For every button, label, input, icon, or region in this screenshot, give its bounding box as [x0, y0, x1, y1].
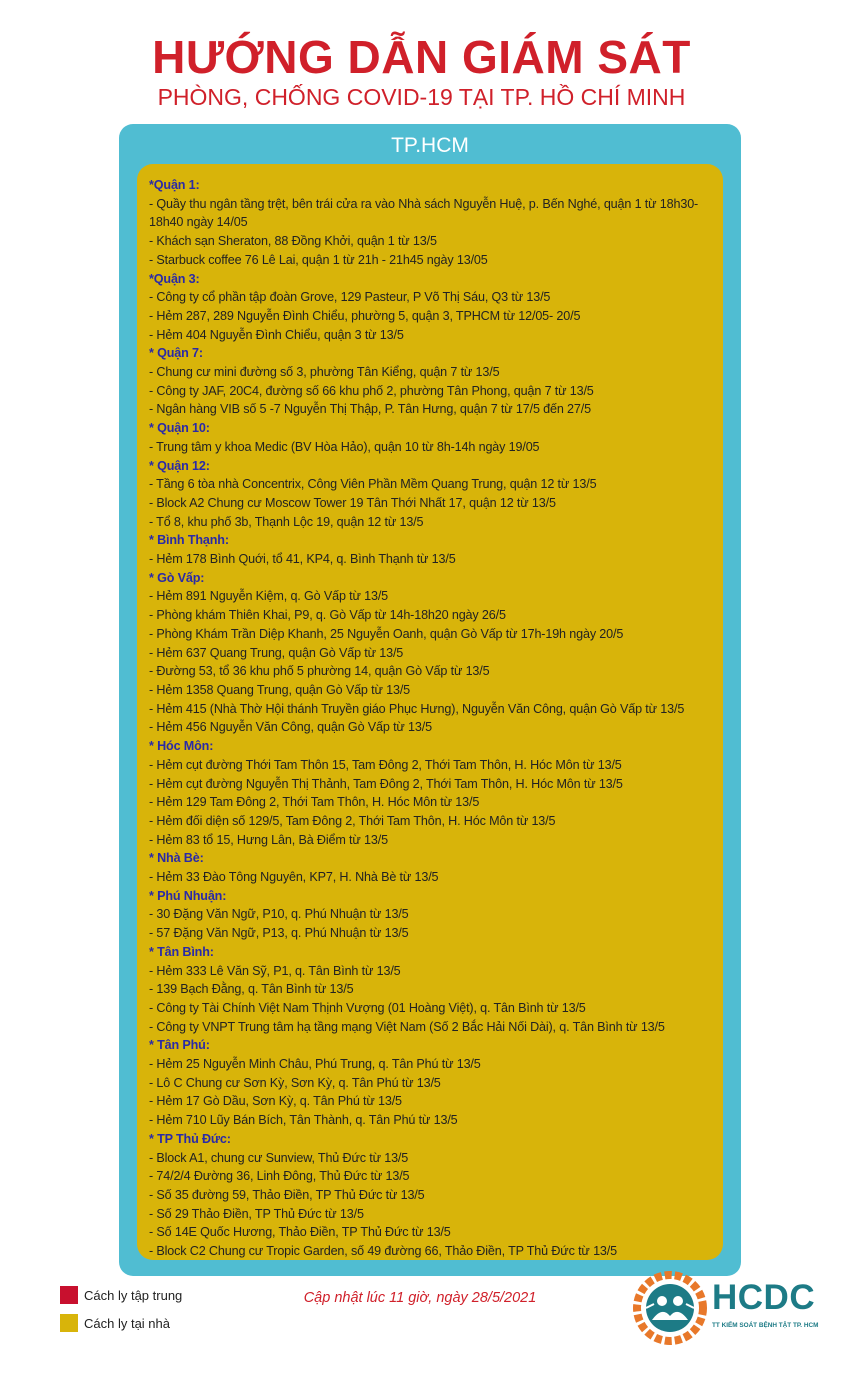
district-heading: *Quận 3:: [149, 271, 200, 286]
location-item: - Hẻm 333 Lê Văn Sỹ, P1, q. Tân Bình từ 13/5: [149, 963, 401, 978]
district-heading: * Quận 10:: [149, 421, 210, 436]
location-item: - Quầy thu ngân tầng trệt, bên trái cửa ra vào Nhà sách Nguyễn Huệ, p. Bến Nghé, quận 1 từ 18h30-18h40 ngày 14/05: [149, 196, 699, 230]
location-item: - 30 Đặng Văn Ngữ, P10, q. Phú Nhuận từ 13/5: [149, 907, 409, 922]
location-item: - Phòng Khám Trần Diệp Khanh, 25 Nguyễn Oanh, quận Gò Vấp từ 17h-19h ngày 20/5: [149, 626, 624, 641]
location-item: - Hẻm 83 tổ 15, Hưng Lân, Bà Điểm từ 13/5: [149, 832, 388, 847]
location-item: - Block A2 Chung cư Moscow Tower 19 Tân Thới Nhất 17, quận 12 từ 13/5: [149, 495, 556, 510]
district-heading: * Bình Thạnh:: [149, 533, 229, 548]
location-item: - Công ty VNPT Trung tâm hạ tầng mạng Việt Nam (Số 2 Bắc Hải Nối Dài), q. Tân Bình từ 13/5: [149, 1019, 665, 1034]
district-heading: * Tân Phú:: [149, 1038, 210, 1053]
location-item: - Hẻm 404 Nguyễn Đình Chiểu, quận 3 từ 13/5: [149, 327, 404, 342]
location-item: - 57 Đặng Văn Ngữ, P13, q. Phú Nhuận từ 13/5: [149, 926, 409, 941]
location-item: - Hẻm 178 Bình Quới, tổ 41, KP4, q. Bình Thạnh từ 13/5: [149, 552, 456, 567]
legend-swatch-yellow: [60, 1314, 78, 1332]
location-item: - Starbuck coffee 76 Lê Lai, quận 1 từ 21h - 21h45 ngày 13/05: [149, 252, 488, 267]
location-item: - Công ty JAF, 20C4, đường số 66 khu phố 2, phường Tân Phong, quận 7 từ 13/5: [149, 383, 594, 398]
legend-label: Cách ly tập trung: [84, 1287, 183, 1303]
district-heading: * Nhà Bè:: [149, 851, 204, 866]
district-heading: * Tân Bình:: [149, 944, 214, 959]
location-list: [137, 164, 723, 1260]
hcdc-logo: [632, 1268, 824, 1348]
location-item: - Hẻm 710 Lũy Bán Bích, Tân Thành, q. Tân Phú từ 13/5: [149, 1113, 458, 1128]
legend-label: Cách ly tại nhà: [84, 1315, 170, 1331]
page-subtitle: PHÒNG, CHỐNG COVID-19 TẠI TP. HỒ CHÍ MINH: [157, 84, 686, 110]
location-item: - Công ty cổ phần tập đoàn Grove, 129 Pasteur, P Võ Thị Sáu, Q3 từ 13/5: [149, 290, 551, 305]
legend-swatch-red: [60, 1286, 78, 1304]
location-item: - Trung tâm y khoa Medic (BV Hòa Hảo), quận 10 từ 8h-14h ngày 19/05: [149, 439, 540, 454]
location-item: - Hẻm 33 Đào Tông Nguyên, KP7, H. Nhà Bè từ 13/5: [149, 870, 439, 885]
location-item: - 139 Bạch Đằng, q. Tân Bình từ 13/5: [149, 982, 354, 997]
location-item: - Hẻm 456 Nguyễn Văn Công, quận Gò Vấp từ 13/5: [149, 720, 432, 735]
location-item: - Block A1, chung cư Sunview, Thủ Đức từ 13/5: [149, 1150, 409, 1165]
location-item: - Hẻm 1358 Quang Trung, quận Gò Vấp từ 13/5: [149, 682, 411, 697]
logo-subtitle: TT KIỂM SOÁT BỆNH TẬT TP. HCM: [712, 1322, 819, 1329]
location-item: - Lô C Chung cư Sơn Kỳ, Sơn Kỳ, q. Tân Phú từ 13/5: [149, 1075, 441, 1090]
location-item: - Block C2 Chung cư Tropic Garden, số 49 đường 66, Thảo Điền, TP Thủ Đức từ 13/5: [149, 1244, 617, 1259]
location-item: - Phòng khám Thiên Khai, P9, q. Gò Vấp từ 14h-18h20 ngày 26/5: [149, 608, 506, 623]
update-timestamp: Cập nhật lúc 11 giờ, ngày 28/5/2021: [303, 1290, 537, 1306]
hcdc-emblem-icon: [632, 1268, 708, 1348]
legend-item-concentrated: [60, 1281, 182, 1309]
location-item: - Hẻm cụt đường Thới Tam Thôn 15, Tam Đông 2, Thới Tam Thôn, H. Hóc Môn từ 13/5: [149, 757, 622, 772]
location-item: - Công ty Tài Chính Việt Nam Thịnh Vượng (01 Hoàng Việt), q. Tân Bình từ 13/5: [149, 1000, 586, 1015]
district-heading: * Phú Nhuận:: [149, 888, 227, 903]
location-item: - Hẻm 891 Nguyễn Kiệm, q. Gò Vấp từ 13/5: [149, 589, 389, 604]
district-heading: * Quận 12:: [149, 458, 210, 473]
location-item: - Hẻm cụt đường Nguyễn Thị Thảnh, Tam Đông 2, Thới Tam Thôn, H. Hóc Môn từ 13/5: [149, 776, 623, 791]
logo-name: HCDC: [712, 1278, 816, 1317]
location-item: - Hẻm 637 Quang Trung, quận Gò Vấp từ 13/5: [149, 645, 404, 660]
district-heading: * TP Thủ Đức:: [149, 1131, 231, 1146]
location-item: - Hẻm 17 Gò Dầu, Sơn Kỳ, q. Tân Phú từ 13/5: [149, 1094, 402, 1109]
location-item: - Chung cư mini đường số 3, phường Tân Kiểng, quận 7 từ 13/5: [149, 365, 500, 380]
location-item: - Tổ 8, khu phố 3b, Thạnh Lộc 19, quận 12 từ 13/5: [149, 514, 424, 529]
page-title: HƯỚNG DẪN GIÁM SÁT: [152, 31, 691, 83]
legend: [60, 1281, 182, 1337]
district-heading: * Hóc Môn:: [149, 739, 214, 754]
location-panel: [119, 124, 741, 1276]
district-heading: * Gò Vấp:: [149, 570, 205, 585]
location-item: - Khách sạn Sheraton, 88 Đồng Khởi, quận 1 từ 13/5: [149, 234, 437, 249]
panel-title: TP.HCM: [391, 134, 469, 157]
location-item: - Hẻm 25 Nguyễn Minh Châu, Phú Trung, q. Tân Phú từ 13/5: [149, 1057, 481, 1072]
district-heading: * Quận 7:: [149, 346, 203, 361]
district-heading: *Quận 1:: [149, 178, 200, 192]
location-item: - Hẻm 415 (Nhà Thờ Hội thánh Truyền giáo Phục Hưng), Nguyễn Văn Công, quận Gò Vấp từ 13/5: [149, 701, 685, 716]
location-item: - Số 35 đường 59, Thảo Điền, TP Thủ Đức từ 13/5: [149, 1187, 425, 1202]
location-item: - Đường 53, tổ 36 khu phố 5 phường 14, quận Gò Vấp từ 13/5: [149, 664, 490, 679]
location-item: - Hẻm đối diện số 129/5, Tam Đông 2, Thới Tam Thôn, H. Hóc Môn từ 13/5: [149, 813, 556, 828]
location-item: - Số 29 Thảo Điền, TP Thủ Đức từ 13/5: [149, 1206, 364, 1221]
location-item: - Hẻm 287, 289 Nguyễn Đình Chiểu, phường 5, quận 3, TPHCM từ 12/05- 20/5: [149, 308, 581, 323]
location-item: - Số 14E Quốc Hương, Thảo Điền, TP Thủ Đức từ 13/5: [149, 1225, 451, 1240]
legend-item-home: [60, 1309, 182, 1337]
location-item: - Tầng 6 tòa nhà Concentrix, Công Viên Phần Mềm Quang Trung, quận 12 từ 13/5: [149, 477, 597, 492]
location-item: - 74/2/4 Đường 36, Linh Đông, Thủ Đức từ 13/5: [149, 1169, 410, 1184]
location-item: - Hẻm 129 Tam Đông 2, Thới Tam Thôn, H. Hóc Môn từ 13/5: [149, 795, 480, 810]
location-item: - Ngân hàng VIB số 5 -7 Nguyễn Thị Thập, P. Tân Hưng, quận 7 từ 17/5 đến 27/5: [149, 402, 591, 417]
